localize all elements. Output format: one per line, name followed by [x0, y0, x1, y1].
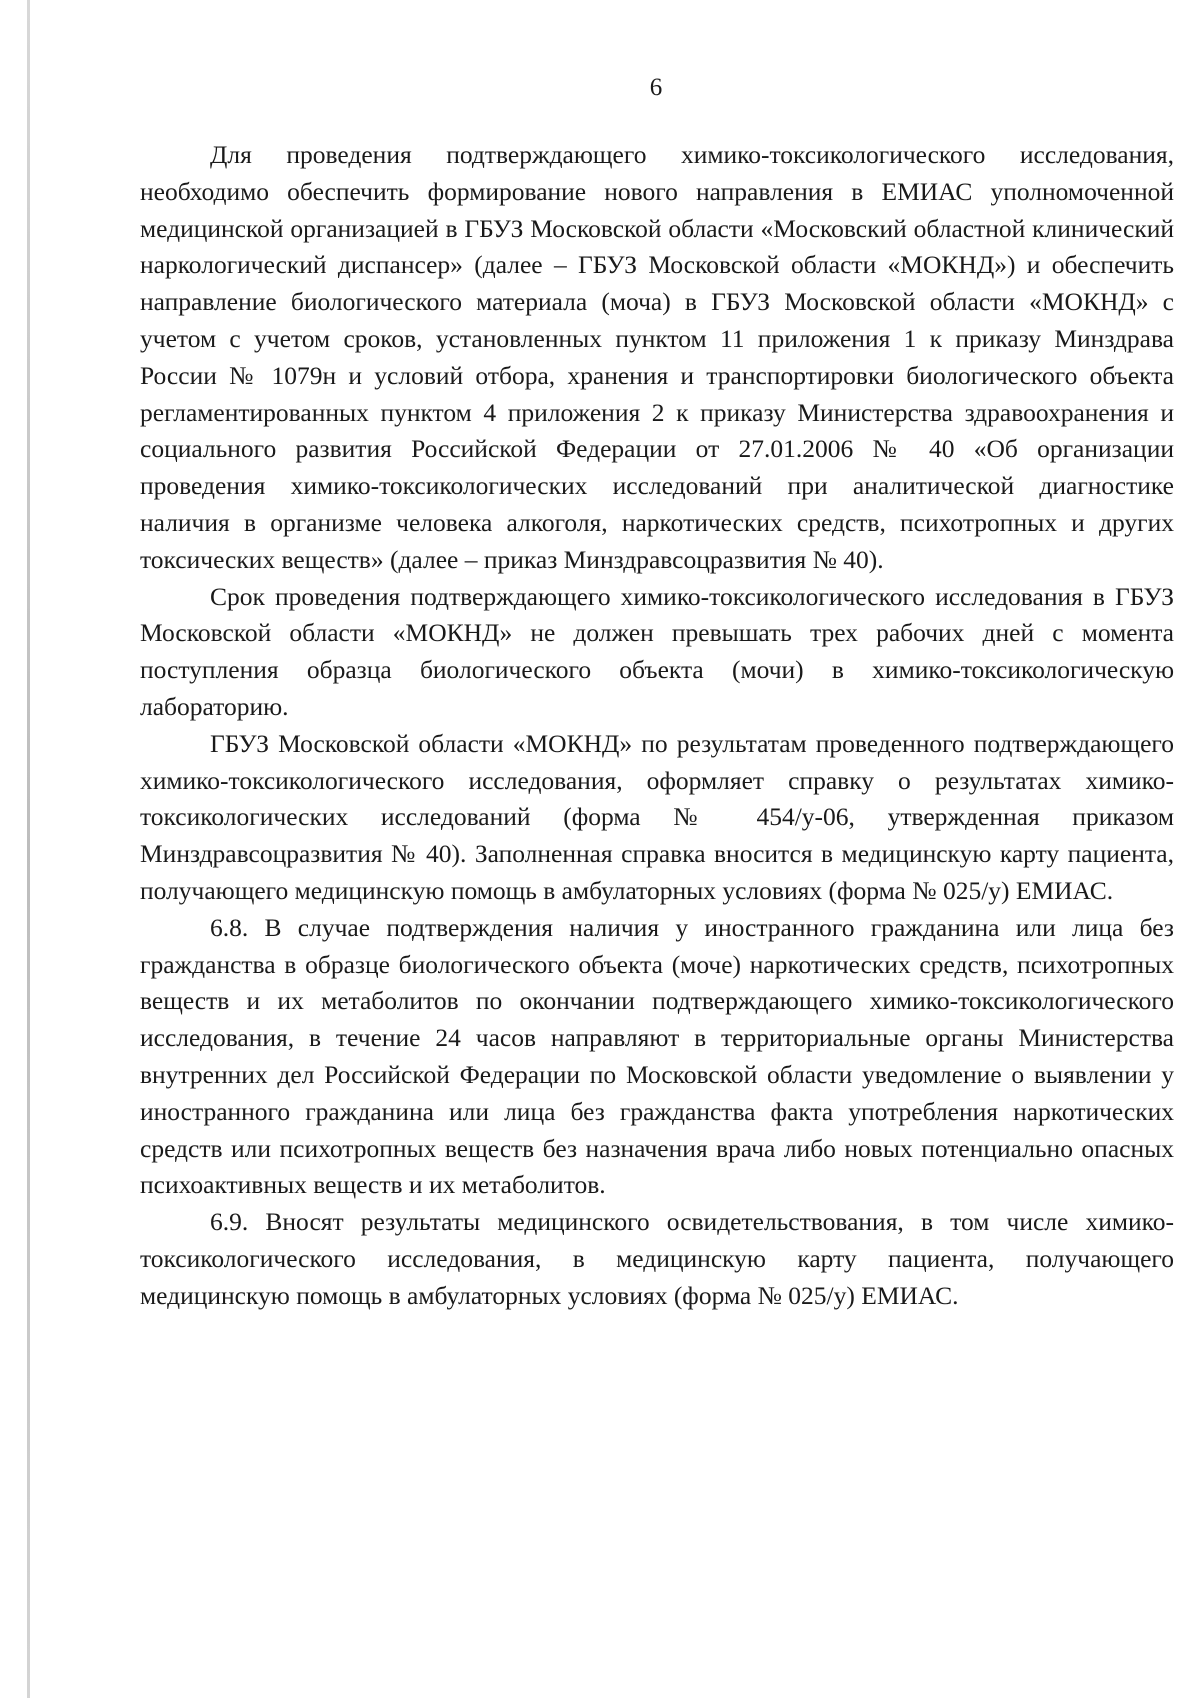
- paragraph-research-deadline: Срок проведения подтверждающего химико-токсикологического исследования в ГБУЗ Московской области «МОКНД» не должен превышать трех рабочих дней с момента поступления образца биологического объекта (мочи) в химико-токсикологическую лабораторию.: [140, 581, 1174, 721]
- page-number: 6: [649, 74, 663, 101]
- paragraph-section-6-8: 6.8. В случае подтверждения наличия у иностранного гражданина или лица без гражданства в образце биологического объекта (моче) наркотических средств, психотропных веществ и их метаболитов по окончании подтверждающего химико-токсикологического исследования, в течение 24 часов направляют в территориальные органы Министерства внутренних дел Российской Федерации по Московской области уведомление о выявлении у иностранного гражданина или лица без гражданства факта употребления наркотических средств или психотропных веществ без назначения врача либо новых потенциально опасных психоактивных веществ и их метаболитов.: [140, 912, 1174, 1200]
- document-body: [140, 137, 1174, 1315]
- paragraph-results-certificate: ГБУЗ Московской области «МОКНД» по результатам проведенного подтверждающего химико-токсикологического исследования, оформляет справку о результатах химико-токсикологических исследований (форма № 454/у-06, утвержденная приказом Минздравсоцразвития № 40). Заполненная справка вносится в медицинскую карту пациента, получающего медицинскую помощь в амбулаторных условиях (форма № 025/у) ЕМИАС.: [140, 728, 1174, 905]
- scan-edge-line: [27, 0, 30, 1698]
- paragraph-confirmatory-research: Для проведения подтверждающего химико-токсикологического исследования, необходимо обеспечить формирование нового направления в ЕМИАС уполномоченной медицинской организацией в ГБУЗ Московской области «Московский областной клинический наркологический диспансер» (далее – ГБУЗ Московской области «МОКНД») и обеспечить направление биологического материала (моча) в ГБУЗ Московской области «МОКНД» с учетом с учетом сроков, установленных пунктом 11 приложения 1 к приказу Минздрава России № 1079н и условий отбора, хранения и транспортировки биологического объекта регламентированных пунктом 4 приложения 2 к приказу Министерства здравоохранения и социального развития Российской Федерации от 27.01.2006 № 40 «Об организации проведения химико-токсикологических исследований при аналитической диагностике наличия в организме человека алкоголя, наркотических средств, психотропных и других токсических веществ» (далее – приказ Минздравсоцразвития № 40).: [140, 140, 1174, 574]
- paragraph-section-6-9: 6.9. Вносят результаты медицинского освидетельствования, в том числе химико-токсикологического исследования, в медицинскую карту пациента, получающего медицинскую помощь в амбулаторных условиях (форма № 025/у) ЕМИАС.: [140, 1207, 1174, 1310]
